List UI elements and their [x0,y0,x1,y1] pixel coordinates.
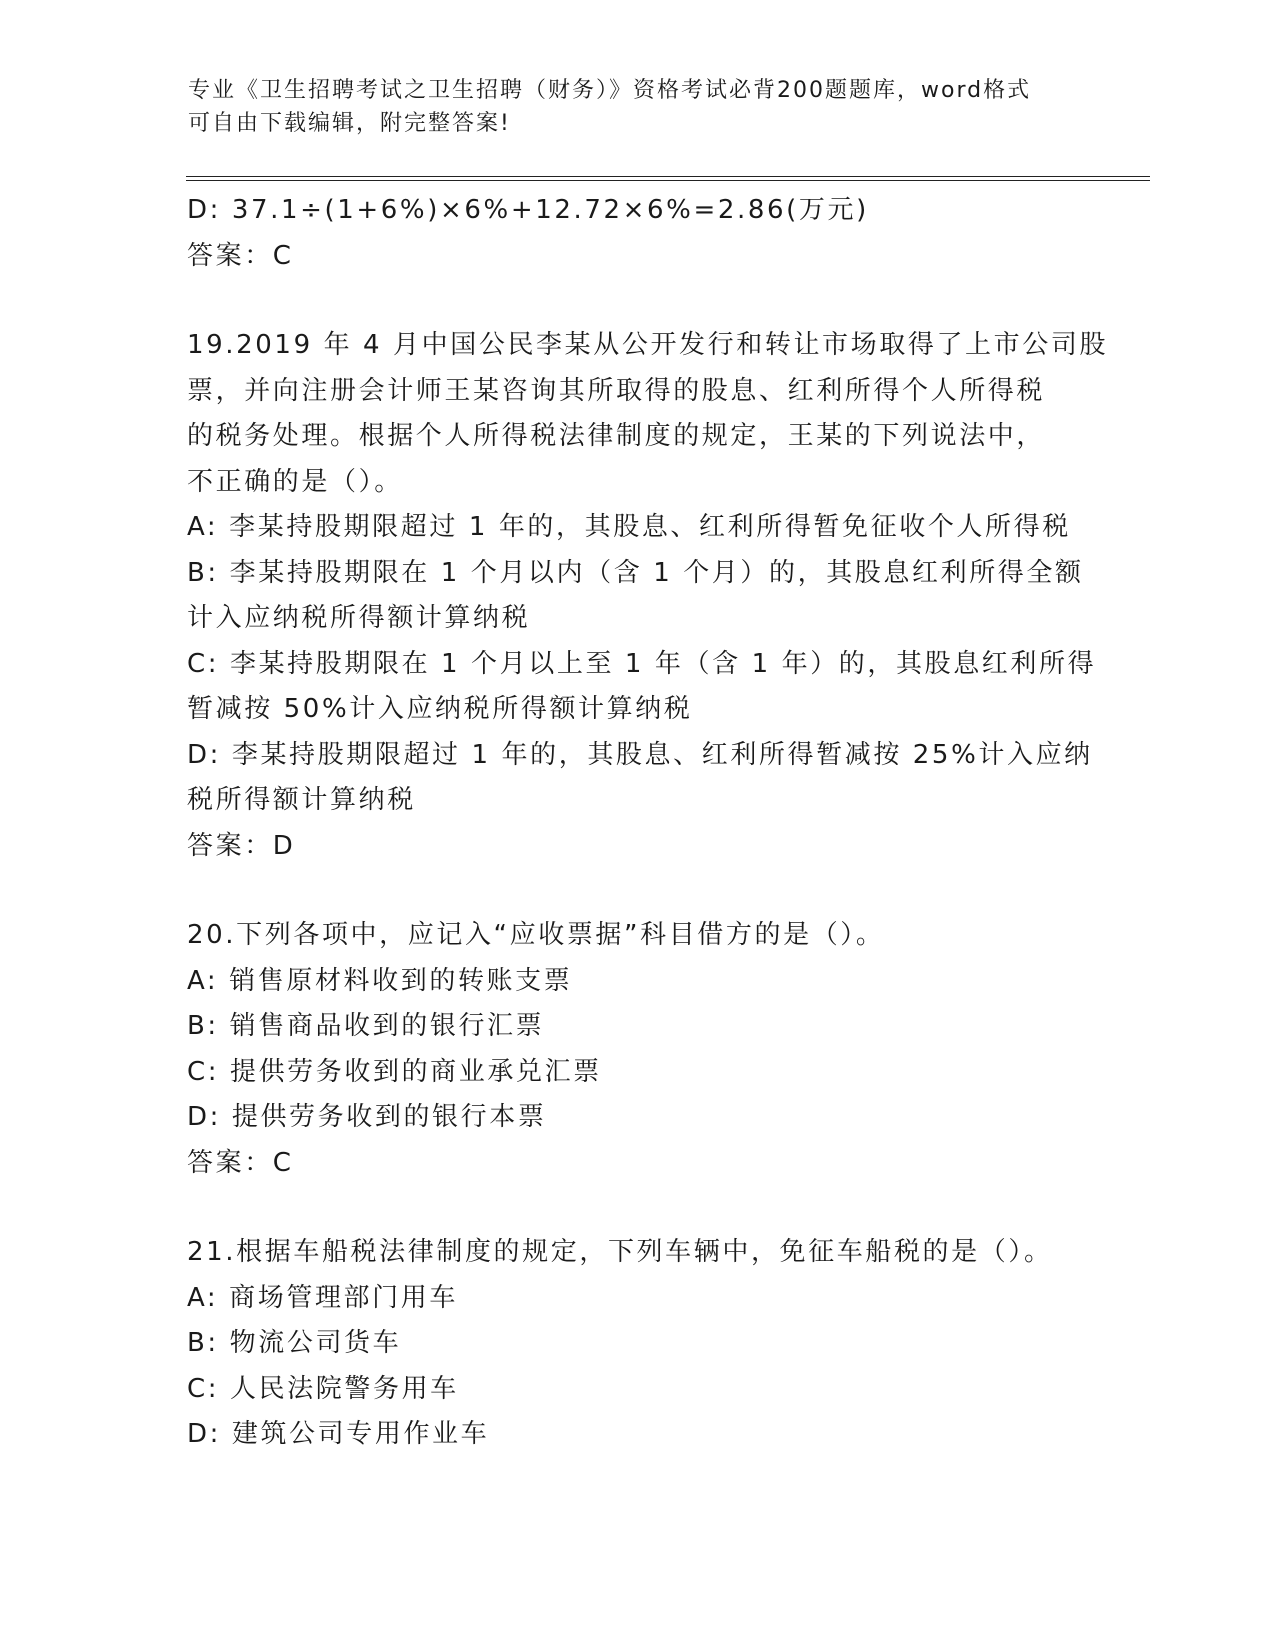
question-19-option-c: C: 李某持股期限在 1 个月以上至 1 年（含 1 年）的，其股息红利所得 [187,648,1097,679]
question-21 [187,1230,1087,1458]
question-19-option-d: D: 李某持股期限超过 1 年的，其股息、红利所得暂减按 25%计入应纳 [187,739,1093,770]
page-header [188,74,1088,140]
spacer [187,1186,1087,1230]
question-19-stem-line: 不正确的是（）。 [187,466,403,497]
question-19-option-c-cont: 暂减按 50%计入应纳税所得额计算纳税 [187,694,693,724]
question-20-option-b: B: 销售商品收到的银行汇票 [187,1011,545,1041]
question-20-answer: 答案：C [187,1147,294,1178]
question-21-option-b: B: 物流公司货车 [187,1328,402,1358]
question-21-option-a: A: 商场管理部门用车 [187,1282,458,1313]
question-19-option-a: A: 李某持股期限超过 1 年的，其股息、红利所得暂免征收个人所得税 [187,512,1071,542]
spacer [187,279,1087,323]
question-19-option-b-cont: 计入应纳税所得额计算纳税 [187,603,531,633]
question-20-option-d: D: 提供劳务收到的银行本票 [187,1102,547,1132]
question-20 [187,913,1087,1186]
prev-answer: 答案：C [187,240,294,271]
question-19-option-b: B: 李某持股期限在 1 个月以内（含 1 个月）的，其股息红利所得全额 [187,557,1084,588]
header-divider [186,176,1150,181]
question-19-stem-line: 票，并向注册会计师王某咨询其所取得的股息、红利所得个人所得税 [187,375,1046,406]
question-21-option-d: D: 建筑公司专用作业车 [187,1419,490,1449]
header-line-1: 专业《卫生招聘考试之卫生招聘（财务）》资格考试必背200题题库，word格式 [188,78,1032,103]
spacer [187,869,1087,913]
question-19-stem-line: 19.2019 年 4 月中国公民李某从公开发行和转让市场取得了上市公司股 [187,330,1109,360]
question-19-option-d-cont: 税所得额计算纳税 [187,785,416,815]
question-20-option-a: A: 销售原材料收到的转账支票 [187,965,573,996]
question-19-stem-line: 的税务处理。根据个人所得税法律制度的规定，王某的下列说法中， [187,421,1046,451]
question-20-option-c: C: 提供劳务收到的商业承兑汇票 [187,1056,602,1087]
question-20-stem: 20.下列各项中，应记入“应收票据”科目借方的是（）。 [187,920,885,950]
document-body [187,188,1109,1458]
prev-option-d: D: 37.1÷(1+6%)×6%+12.72×6%=2.86(万元) [187,195,869,225]
question-21-stem: 21.根据车船税法律制度的规定，下列车辆中，免征车船税的是（）。 [187,1237,1053,1267]
header-line-2: 可自由下载编辑，附完整答案! [188,111,511,136]
question-19 [187,323,1109,869]
question-19-answer: 答案：D [187,830,296,861]
question-21-option-c: C: 人民法院警务用车 [187,1373,459,1404]
